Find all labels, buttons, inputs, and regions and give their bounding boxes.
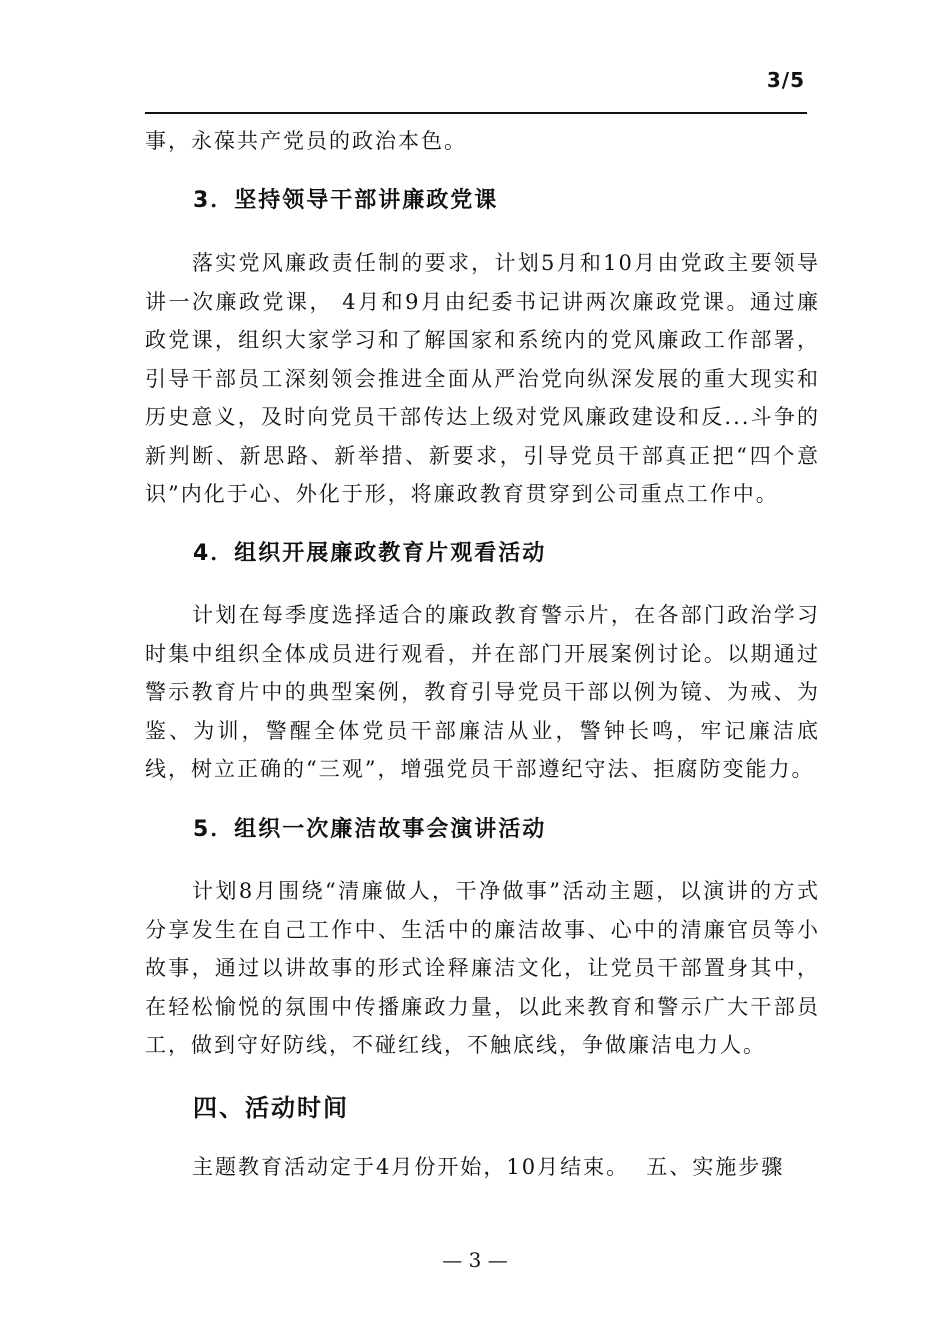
item-3-paragraph: 落实党风廉政责任制的要求，计划5月和10月由党政主要领导讲一次廉政党课， 4月和9月由纪委书记讲两次廉政党课。通过廉政党课，组织大家学习和了解国家和系统内的党风廉政工作部署，引导干部员工深刻领会推进全面从严治党向纵深发展的重大现实和历史意义，及时向党员干部传达上级对党风廉政建设和反...斗争的新判断、新思路、新举措、新要求，引导党员干部真正把“四个意识”内化于心、外化于形，将廉政教育贯穿到公司重点工作中。 (145, 251, 820, 506)
item-3-heading: 3．坚持领导干部讲廉政党课 (193, 188, 499, 213)
item-5-paragraph: 计划8月围绕“清廉做人，干净做事”活动主题，以演讲的方式分享发生在自己工作中、生活中的廉洁故事、心中的清廉官员等小故事，通过以讲故事的形式诠释廉洁文化，让党员干部置身其中，在轻松愉悦的氛围中传播廉政力量，以此来教育和警示广大干部员工，做到守好防线，不碰红线，不触底线，争做廉洁电力人。 (145, 879, 820, 1057)
section-heading: 四、活动时间 (193, 1094, 349, 1122)
item-5-heading: 5．组织一次廉洁故事会演讲活动 (193, 817, 547, 842)
item-4-paragraph: 计划在每季度选择适合的廉政教育警示片，在各部门政治学习时集中组织全体成员进行观看，并在部门开展案例讨论。以期通过警示教育片中的典型案例，教育引导党员干部以例为镜、为戒、为鉴、为训，警醒全体党员干部廉洁从业，警钟长鸣，牢记廉洁底线，树立正确的“三观”，增强党员干部遵纪守法、拒腐防变能力。 (145, 603, 820, 781)
item-4-heading: 4．组织开展廉政教育片观看活动 (193, 541, 547, 566)
page-counter: 3/5 (766, 68, 805, 92)
footer-page-number: — 3 — (442, 1248, 508, 1272)
continuation-paragraph: 事，永葆共产党员的政治本色。 (145, 129, 467, 153)
header-rule (145, 112, 807, 114)
section-paragraph: 主题教育活动定于4月份开始，10月结束。 五、实施步骤 (192, 1155, 785, 1179)
